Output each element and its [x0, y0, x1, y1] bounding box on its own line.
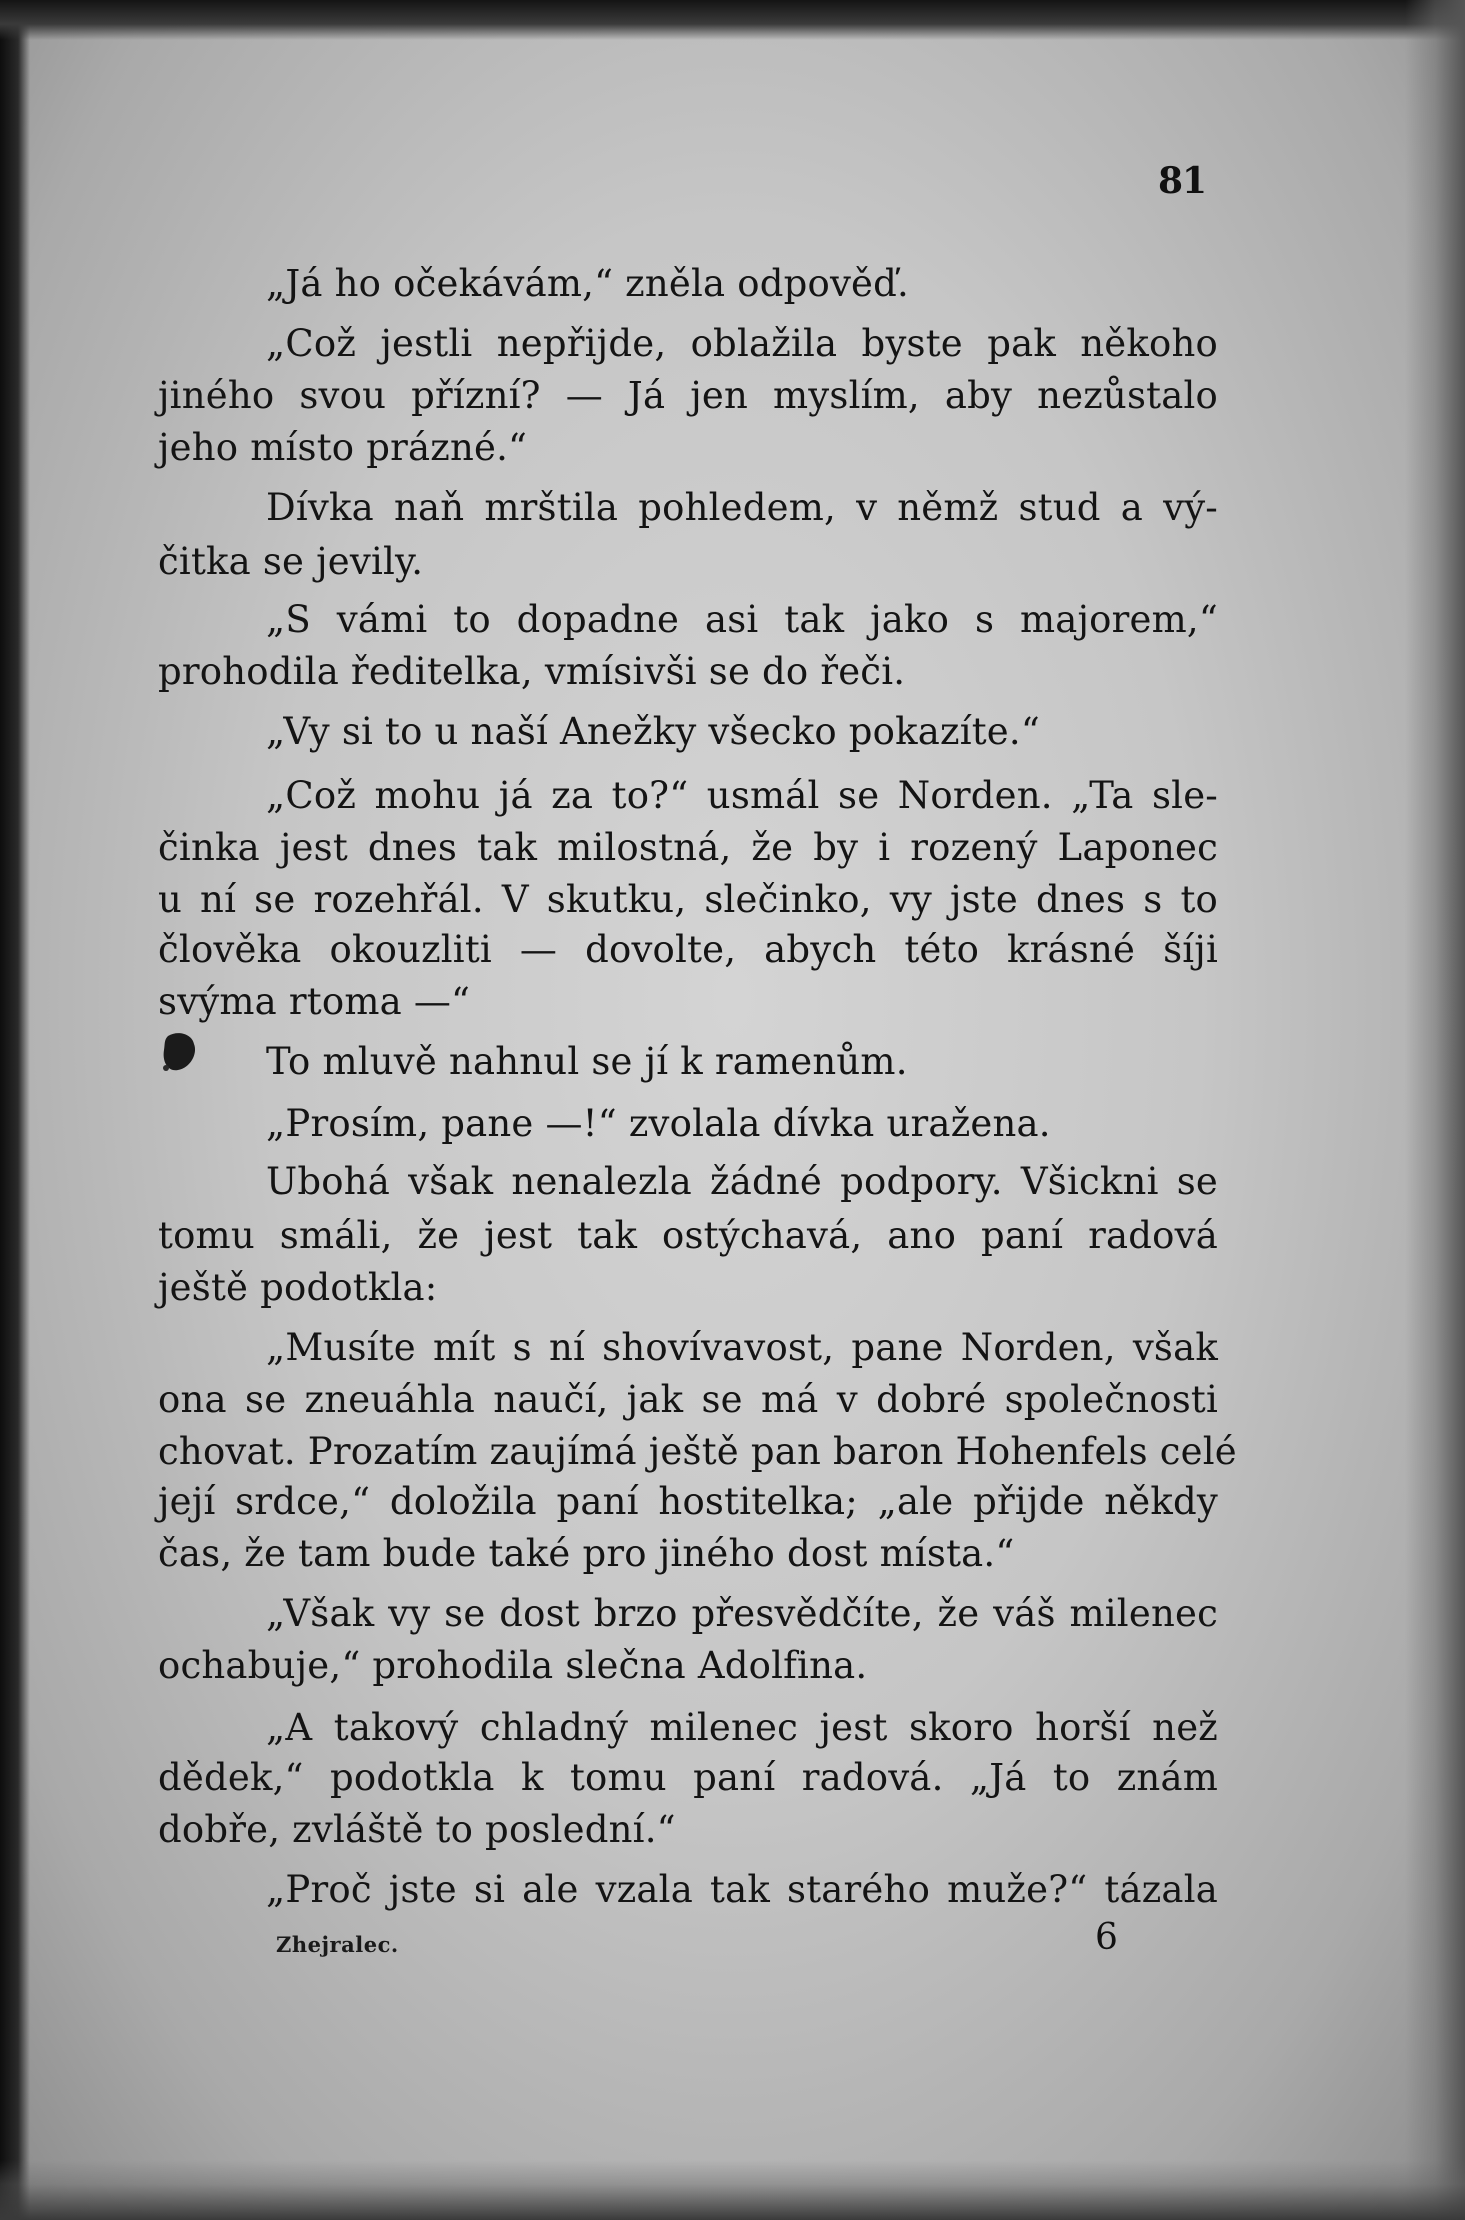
text-line: „A takový chladný milenec jest skoro horší než [266, 1706, 1218, 1749]
page-edge-shadow-right [1405, 0, 1465, 2220]
text-line: činka jest dnes tak milostná, že by i rozený Laponec [158, 826, 1218, 869]
text-line: „Proč jste si ale vzala tak starého muže?“ tázala [266, 1868, 1218, 1911]
text-line: chovat. Prozatím zaujímá ještě pan baron Hohenfels celé [158, 1430, 1237, 1473]
text-line: „Však vy se dost brzo přesvědčíte, že váš milenec [266, 1592, 1218, 1635]
text-line: její srdce,“ doložila paní hostitelka; „ale přijde někdy [158, 1480, 1218, 1523]
text-line: ona se zneuáhla naučí, jak se má v dobré společnosti [158, 1378, 1218, 1421]
text-line: tomu smáli, že jest tak ostýchavá, ano paní radová [158, 1214, 1218, 1257]
text-line: jeho místo prázné.“ [158, 426, 528, 469]
text-line: „Musíte mít s ní shovívavost, pane Norden, však [266, 1326, 1218, 1369]
text-line: čitka se jevily. [158, 540, 424, 583]
text-line: u ní se rozehřál. V skutku, slečinko, vy jste dnes s to [158, 878, 1218, 921]
text-line: „Což jestli nepřijde, oblažila byste pak někoho [266, 322, 1218, 365]
text-line: ještě podotkla: [158, 1266, 438, 1309]
text-line: ochabuje,“ prohodila slečna Adolfina. [158, 1644, 868, 1687]
text-line: dobře, zvláště to poslední.“ [158, 1808, 676, 1851]
text-line: Dívka naň mrštila pohledem, v němž stud a vý- [266, 486, 1218, 529]
text-line: „Já ho očekávám,“ zněla odpověď. [266, 262, 909, 305]
text-line: Ubohá však nenalezla žádné podpory. Všickni se [266, 1160, 1218, 1203]
text-line: „Vy si to u naší Anežky všecko pokazíte.“ [266, 710, 1040, 753]
text-line: prohodila ředitelka, vmísivši se do řeči. [158, 650, 906, 693]
text-line: „Což mohu já za to?“ usmál se Norden. „Ta sle- [266, 774, 1218, 817]
text-line: čas, že tam bude také pro jiného dost místa.“ [158, 1532, 1015, 1575]
ink-blot-icon [160, 1030, 200, 1074]
text-line: „S vámi to dopadne asi tak jako s majorem,“ [266, 598, 1218, 641]
page-number: 81 [1158, 160, 1207, 202]
printer-signature: Zhejralec. [276, 1932, 399, 1957]
page-edge-shadow-top [0, 0, 1465, 40]
text-line: člověka okouzliti — dovolte, abych této krásné šíji [158, 928, 1218, 971]
page-edge-shadow-bottom [0, 2160, 1465, 2220]
page-edge-shadow-left [0, 0, 30, 2220]
text-line: svýma rtoma —“ [158, 980, 471, 1023]
sheet-number: 6 [1095, 1917, 1118, 1958]
text-line: dědek,“ podotkla k tomu paní radová. „Já to znám [158, 1756, 1218, 1799]
text-line: „Prosím, pane —!“ zvolala dívka uražena. [266, 1102, 1051, 1145]
text-line: jiného svou přízní? — Já jen myslím, aby nezůstalo [158, 374, 1218, 417]
text-line: To mluvě nahnul se jí k ramenům. [266, 1040, 908, 1083]
